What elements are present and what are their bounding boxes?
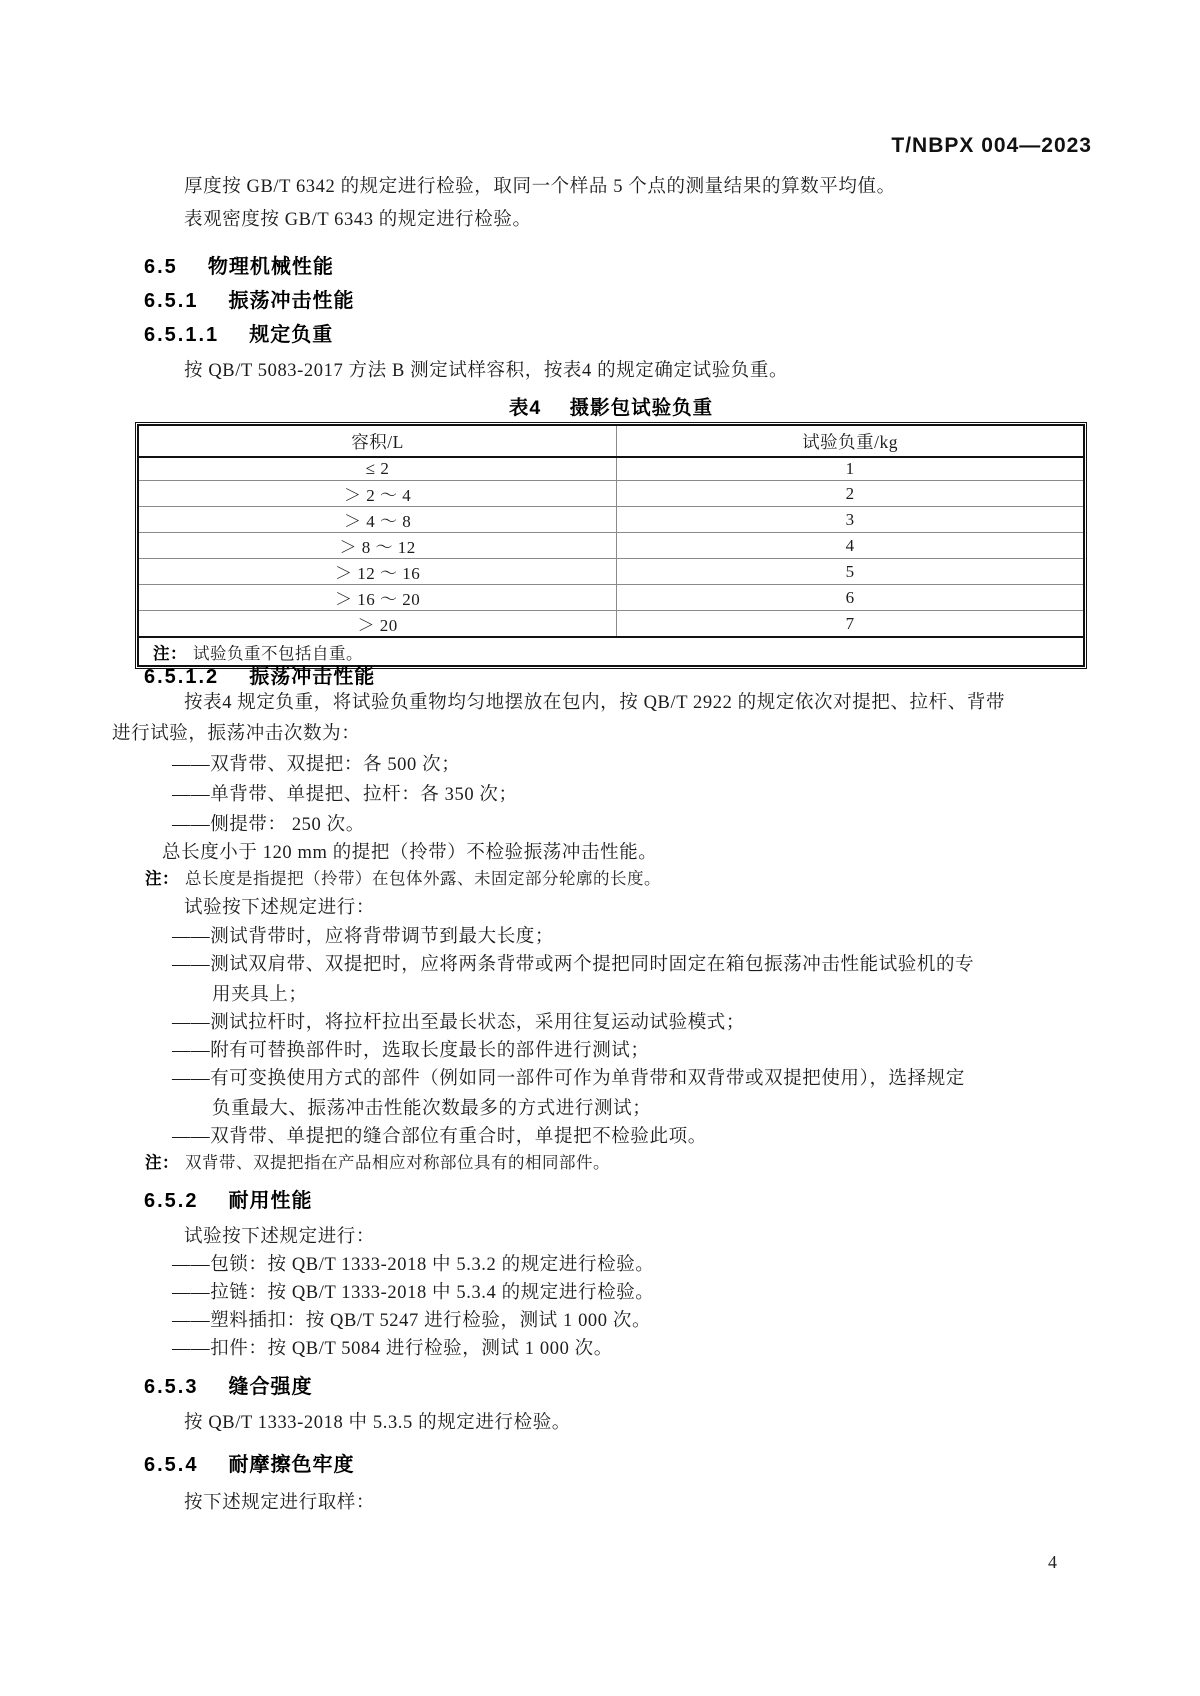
section-heading-6-5-4 — [112, 1448, 1122, 1477]
section-title: 耐用性能 — [228, 1190, 313, 1212]
list-item: ——塑料插扣：按 QB/T 5247 进行检验，测试 1 000 次。 — [172, 1311, 652, 1331]
section-number: 6.5.1.1 — [144, 324, 220, 346]
table-cell: 6 — [617, 585, 1084, 611]
section-number: 6.5 — [144, 256, 178, 278]
paragraph: 试验按下述规定进行： — [184, 898, 376, 918]
list-item-continuation: 负重最大、振荡冲击性能次数最多的方式进行测试； — [212, 1099, 652, 1119]
section-number: 6.5.4 — [144, 1454, 199, 1476]
paragraph: 表观密度按 GB/T 6343 的规定进行检验。 — [184, 210, 532, 230]
table-row — [138, 559, 1084, 585]
paragraph: 试验按下述规定进行： — [184, 1227, 376, 1247]
paragraph: 按表4 规定负重，将试验负重物均匀地摆放在包内，按 QB/T 2922 的规定依次对提把、拉杆、背带 — [184, 693, 1006, 713]
section-number: 6.5.2 — [144, 1190, 199, 1212]
page-number: 4 — [1048, 1552, 1057, 1572]
table-cell: ＞ 20 — [138, 611, 617, 638]
note — [112, 866, 1123, 892]
section-number: 6.5.3 — [144, 1376, 199, 1398]
table-cell: ≤ 2 — [138, 457, 617, 481]
note-label: 注： — [153, 644, 187, 663]
table-row — [138, 481, 1084, 507]
paragraph: 总长度小于 120 mm 的提把（拎带）不检验振荡冲击性能。 — [162, 843, 658, 863]
section-title: 振荡冲击性能 — [228, 290, 355, 312]
table-cell: 1 — [617, 457, 1084, 481]
section-heading-6-5-1 — [112, 284, 1122, 313]
list-item: ——双背带、双提把：各 500 次； — [172, 755, 461, 775]
table-caption-number: 表4 — [508, 397, 542, 419]
section-heading-6-5 — [112, 250, 1122, 279]
paragraph: 按 QB/T 1333-2018 中 5.3.5 的规定进行检验。 — [184, 1413, 571, 1433]
paragraph: 按 QB/T 5083-2017 方法 B 测定试样容积，按表4 的规定确定试验负重。 — [184, 361, 789, 381]
table-header-load: 试验负重/kg — [617, 425, 1084, 457]
list-item: ——测试背带时，应将背带调节到最大长度； — [172, 927, 555, 947]
table-row — [138, 585, 1084, 611]
list-item: ——包锁：按 QB/T 1333-2018 中 5.3.2 的规定进行检验。 — [172, 1255, 655, 1275]
table-cell: 4 — [617, 533, 1084, 559]
table-cell: ＞ 8 ～ 12 — [138, 533, 617, 559]
list-item: ——扣件：按 QB/T 5084 进行检验，测试 1 000 次。 — [172, 1339, 613, 1359]
list-item: ——侧提带： 250 次。 — [172, 815, 365, 835]
doc-number: T/NBPX 004—2023 — [891, 134, 1092, 157]
note-text: 试验负重不包括自重。 — [193, 643, 363, 663]
list-item: ——拉链：按 QB/T 1333-2018 中 5.3.4 的规定进行检验。 — [172, 1283, 655, 1303]
paragraph: 按下述规定进行取样： — [184, 1493, 376, 1513]
list-item-continuation: 用夹具上； — [212, 985, 308, 1005]
table-header-volume: 容积/L — [138, 425, 617, 457]
table-caption-title: 摄影包试验负重 — [569, 397, 714, 419]
list-item: ——双背带、单提把的缝合部位有重合时，单提把不检验此项。 — [172, 1127, 707, 1147]
paragraph-continuation: 进行试验，振荡冲击次数为： — [112, 724, 361, 744]
list-item: ——附有可替换部件时，选取长度最长的部件进行测试； — [172, 1041, 650, 1061]
table-cell: ＞ 2 ～ 4 — [138, 481, 617, 507]
list-item: ——单背带、单提把、拉杆：各 350 次； — [172, 785, 518, 805]
table-cell: ＞ 4 ～ 8 — [138, 507, 617, 533]
table-caption — [137, 392, 1085, 420]
section-heading-6-5-3 — [112, 1370, 1122, 1399]
section-heading-6-5-1-2 — [112, 660, 1122, 689]
table-row — [138, 611, 1084, 638]
section-title: 物理机械性能 — [207, 256, 334, 278]
list-item: ——测试拉杆时，将拉杆拉出至最长状态，采用往复运动试验模式； — [172, 1013, 746, 1033]
table-header-row — [138, 425, 1084, 457]
section-title: 耐摩擦色牢度 — [228, 1454, 355, 1476]
section-number: 6.5.1.2 — [144, 666, 220, 688]
section-heading-6-5-1-1 — [112, 318, 1122, 347]
note — [112, 1150, 1123, 1176]
note-label: 注： — [145, 1154, 179, 1172]
section-number: 6.5.1 — [144, 290, 199, 312]
list-item: ——有可变换使用方式的部件（例如同一部件可作为单背带和双背带或双提把使用），选择规定 — [172, 1069, 965, 1089]
table-cell: ＞ 12 ～ 16 — [138, 559, 617, 585]
table-row — [138, 507, 1084, 533]
list-item: ——测试双肩带、双提把时，应将两条背带或两个提把同时固定在箱包振荡冲击性能试验机的专 — [172, 955, 975, 975]
note-text: 总长度是指提把（拎带）在包体外露、未固定部分轮廓的长度。 — [185, 869, 661, 888]
table-4-test-load — [137, 424, 1085, 667]
note-text: 双背带、双提把指在产品相应对称部位具有的相同部件。 — [185, 1153, 610, 1172]
table-cell: 3 — [617, 507, 1084, 533]
note-label: 注： — [145, 870, 179, 888]
section-title: 缝合强度 — [228, 1376, 313, 1398]
table-cell: 2 — [617, 481, 1084, 507]
table-cell: 7 — [617, 611, 1084, 638]
paragraph: 厚度按 GB/T 6342 的规定进行检验，取同一个样品 5 个点的测量结果的算数平均值。 — [184, 177, 896, 197]
table-row — [138, 533, 1084, 559]
table-row — [138, 457, 1084, 481]
section-title: 规定负重 — [249, 324, 334, 346]
section-heading-6-5-2 — [112, 1184, 1122, 1213]
section-title: 振荡冲击性能 — [249, 666, 376, 688]
table-cell: 5 — [617, 559, 1084, 585]
table-cell: ＞ 16 ～ 20 — [138, 585, 617, 611]
